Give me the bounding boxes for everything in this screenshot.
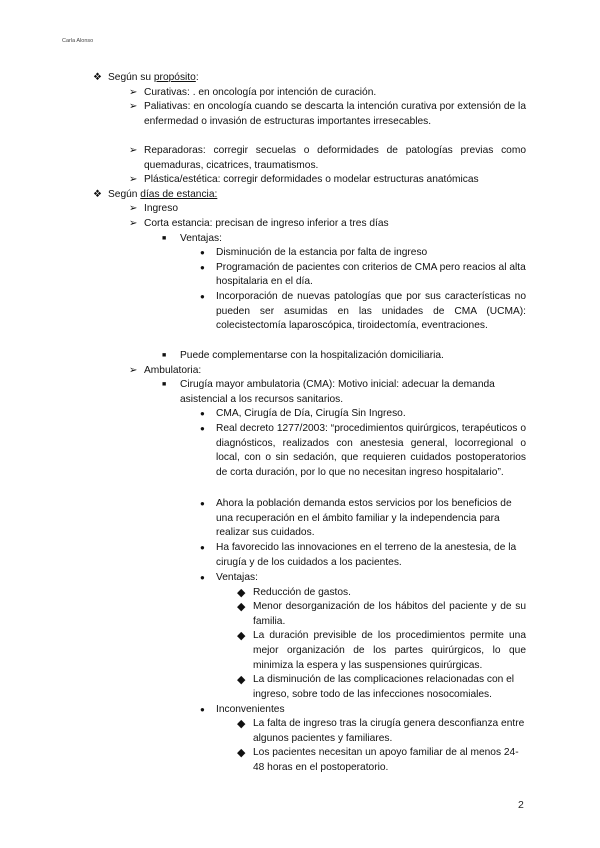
square-bullet-icon: ■ (162, 352, 167, 359)
arrow-bullet-icon: ➢ (129, 364, 138, 376)
ambulatoria-inconvenientes-heading: ● Inconvenientes (200, 703, 526, 718)
heading-key: días de estancia: (140, 188, 218, 200)
square-bullet-icon: ■ (162, 234, 167, 242)
diamond-bullet-icon: ◆ (237, 747, 246, 759)
list-item: ● Incorporación de nuevas patologías que por sus características no pueden ser asumidas en las unidades de CMA (UCMA): colecistectomía laparoscópica, tiroidectomía, eventraciones. (200, 291, 526, 332)
arrow-bullet-icon: ➢ (129, 86, 138, 98)
list-item: ● Disminución de la estancia por falta de ingreso (200, 246, 526, 261)
list-item-ingreso: ➢ Ingreso (129, 202, 526, 217)
arrow-bullet-icon: ➢ (129, 203, 138, 215)
list-item: ➢ Paliativas: en oncología cuando se descarta la intención curativa por extensión de la enfermedad o invasión de estructuras importantes irresecables. (129, 101, 526, 127)
arrow-bullet-icon: ➢ (129, 101, 138, 113)
arrow-bullet-icon: ➢ (129, 174, 138, 186)
arrow-bullet-icon: ➢ (129, 218, 138, 229)
heading-prefix: Según (108, 188, 141, 200)
diamond-bullet-icon: ◆ (237, 718, 246, 730)
round-bullet-icon: ● (200, 499, 205, 508)
diamond-bullet-icon: ◆ (237, 586, 246, 599)
list-item-ambulatoria: ➢ Ambulatoria: (129, 364, 526, 379)
author-header: Carla Alonso (62, 38, 94, 44)
list-item: ➢ Plástica/estética: corregir deformidades o modelar estructuras anatómicas (129, 173, 526, 188)
diamond-bullet-icon: ◆ (237, 601, 246, 614)
page-number: 2 (518, 799, 524, 811)
round-bullet-icon: ● (200, 292, 205, 301)
list-item-corta-estancia: ➢ Corta estancia: precisan de ingreso inferior a tres días (129, 217, 526, 232)
square-bullet-icon: ■ (162, 381, 167, 389)
list-item: ● Ahora la población demanda estos servicios por los beneficios de una recuperación en el ámbito familiar y la independencia para realizar sus cuidados. (200, 498, 512, 539)
list-item: ◆ Menor desorganización de los hábitos del paciente y de su familia. (237, 601, 526, 627)
corta-ventajas-heading: ■ Ventajas: (162, 232, 526, 247)
list-item: ◆ La duración previsible de los procedimientos permite una mejor organización de los partes quirúrgicos, lo que minimiza la espera y las suspensiones quirúrgicas. (237, 630, 526, 671)
list-item: ➢ Curativas: . en oncología por intención de curación. (129, 86, 526, 101)
heading-prefix: Según su (108, 72, 154, 83)
list-item: ● Ha favorecido las innovaciones en el terreno de la anestesia, de la cirugía y de los cuidados a los pacientes. (200, 542, 517, 568)
list-item: ● Programación de pacientes con criterios de CMA pero reacios al alta hospitalaria en el día. (200, 261, 526, 288)
list-item: ◆ La disminución de las complicaciones relacionadas con el ingreso, sobre todo de las infecciones nosocomiales. (237, 674, 515, 700)
list-item: ➢ Reparadoras: corregir secuelas o deformidades de patologías previas como quemaduras, cicatrices, traumatismos. (129, 145, 526, 171)
cma-definition: ■ Cirugía mayor ambulatoria (CMA): Motivo inicial: adecuar la demanda asistencial a los recursos sanitarios. (162, 379, 495, 405)
list-item: ◆ La falta de ingreso tras la cirugía genera desconfianza entre algunos pacientes y familiares. (237, 718, 525, 744)
diamond-cross-bullet-icon: ❖ (93, 72, 103, 83)
ambulatoria-ventajas-heading: ● Ventajas: (200, 571, 526, 586)
list-item: ◆ Los pacientes necesitan un apoyo familiar de al menos 24-48 horas en el postoperatorio. (237, 747, 519, 773)
round-bullet-icon: ● (200, 248, 205, 258)
heading-key: propósito (153, 72, 196, 83)
list-item: ◆ Reducción de gastos. (237, 586, 351, 599)
round-bullet-icon: ● (200, 704, 205, 714)
diamond-bullet-icon: ◆ (237, 674, 246, 686)
diamond-bullet-icon: ◆ (237, 630, 246, 643)
round-bullet-icon: ● (200, 409, 205, 419)
round-bullet-icon: ● (200, 543, 205, 552)
heading-suffix: : (195, 72, 199, 83)
round-bullet-icon: ● (200, 424, 205, 433)
diamond-cross-bullet-icon: ❖ (93, 188, 103, 200)
list-item: ● Real decreto 1277/2003: “procedimientos quirúrgicos, terapéuticos o diagnósticos, realizados con anestesia general, locorregional o local, con o sin sedación, que requieren cuidados postoperatorios de corta duración, por lo que no necesitan ingreso hospitalario”. (200, 423, 526, 478)
round-bullet-icon: ● (200, 573, 205, 582)
arrow-bullet-icon: ➢ (129, 145, 138, 156)
list-item: ● CMA, Cirugía de Día, Cirugía Sin Ingreso. (200, 407, 526, 422)
corta-complemento: ■ Puede complementarse con la hospitalización domiciliaria. (162, 349, 526, 364)
round-bullet-icon: ● (200, 262, 205, 272)
